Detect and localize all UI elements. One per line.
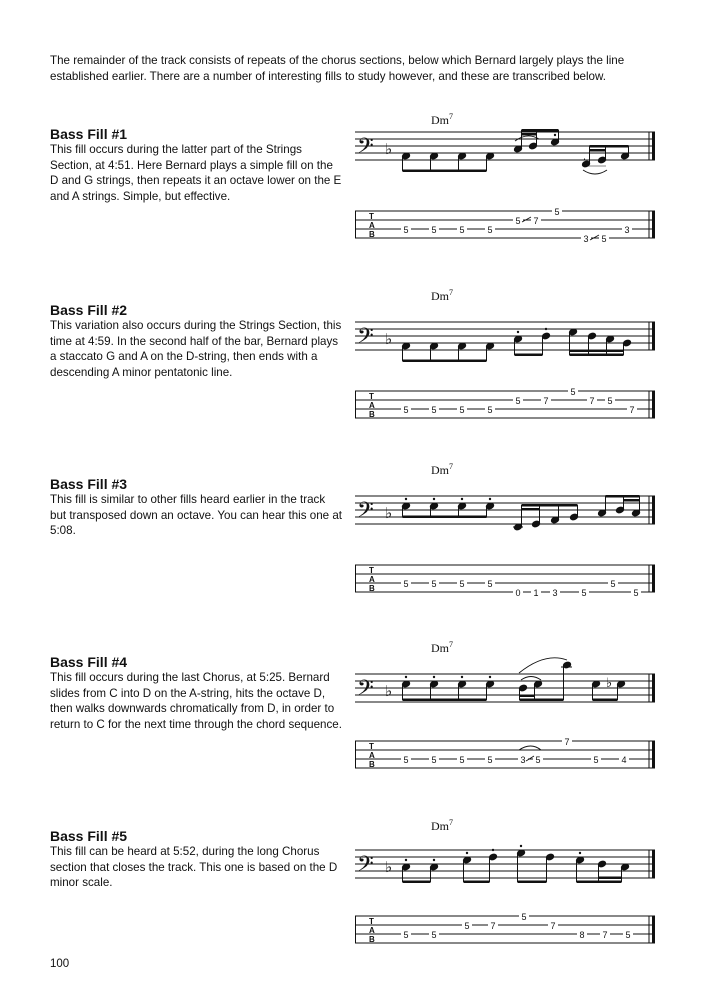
svg-text:5: 5: [459, 405, 465, 415]
svg-text:♭: ♭: [385, 682, 393, 700]
chord-root: Dm: [431, 463, 449, 477]
svg-text:5: 5: [431, 579, 437, 589]
bass-fill-2: [0, 288, 706, 467]
svg-text:A: A: [369, 575, 375, 584]
svg-text:B: B: [369, 230, 375, 239]
intro-paragraph: The remainder of the track consists of repeats of the chorus sections, below which Bernard largely plays the line established earlier. There are a number of interesting fills to study however, and these are transcribed below.: [50, 54, 625, 83]
chord-root: Dm: [431, 289, 449, 303]
chord-symbol: [431, 110, 453, 127]
svg-text:4: 4: [621, 755, 627, 765]
chord-extension: 7: [449, 640, 453, 649]
svg-text:8: 8: [579, 930, 585, 940]
svg-text:5: 5: [459, 579, 465, 589]
chord-root: Dm: [431, 113, 449, 127]
svg-text:5: 5: [633, 588, 639, 598]
svg-text:7: 7: [629, 405, 635, 415]
bass-fill-3: [0, 462, 706, 641]
svg-text:5: 5: [431, 930, 437, 940]
svg-text:7: 7: [564, 737, 570, 747]
notation-score: [355, 492, 660, 597]
svg-text:7: 7: [490, 921, 496, 931]
chord-symbol: [431, 638, 453, 655]
fill-description: This fill occurs during the last Chorus, at 5:25. Bernard slides from C into D on the A-string, hits the octave D, then walks downwards chromatically from D, in order to return to C for the next time through the chord sequence.: [50, 671, 342, 731]
svg-text:5: 5: [403, 225, 409, 235]
svg-text:5: 5: [403, 930, 409, 940]
svg-text:T: T: [369, 917, 374, 926]
svg-text:7: 7: [589, 396, 595, 406]
bass-fill-4: [0, 640, 706, 819]
svg-text:A: A: [369, 926, 375, 935]
chord-extension: 7: [449, 288, 453, 297]
chord-root: Dm: [431, 819, 449, 833]
fill-title: Bass Fill #2: [50, 302, 128, 318]
svg-text:5: 5: [570, 387, 576, 397]
svg-text:5: 5: [515, 396, 521, 406]
svg-text:5: 5: [431, 755, 437, 765]
page-number: 100: [50, 958, 70, 970]
fill-description: This fill is similar to other fills heard earlier in the track but transposed down an octave. You can hear this one at 5:08.: [50, 493, 342, 537]
svg-text:B: B: [369, 410, 375, 419]
svg-text:T: T: [369, 742, 374, 751]
svg-text:5: 5: [515, 216, 521, 226]
chord-extension: 7: [449, 112, 453, 121]
svg-text:7: 7: [533, 216, 539, 226]
svg-text:5: 5: [593, 755, 599, 765]
chord-symbol: [431, 286, 453, 303]
svg-text:5: 5: [459, 225, 465, 235]
svg-text:7: 7: [602, 930, 608, 940]
svg-text:♭: ♭: [385, 504, 393, 522]
fill-description: This fill can be heard at 5:52, during the long Chorus section that closes the track. This one is based on the D minor scale.: [50, 845, 338, 889]
svg-text:𝄢: 𝄢: [357, 852, 374, 882]
svg-text:A: A: [369, 221, 375, 230]
chord-symbol: [431, 816, 453, 833]
svg-text:♭: ♭: [385, 140, 393, 158]
svg-text:3: 3: [520, 755, 526, 765]
chord-extension: 7: [449, 462, 453, 471]
fill-title: Bass Fill #1: [50, 126, 128, 142]
bass-fill-1: [0, 112, 706, 291]
svg-text:3: 3: [583, 234, 589, 244]
svg-text:𝄢: 𝄢: [357, 676, 374, 706]
fill-title: Bass Fill #4: [50, 654, 128, 670]
chord-extension: 7: [449, 818, 453, 827]
notation-score: [355, 670, 660, 775]
svg-text:5: 5: [487, 755, 493, 765]
svg-text:♭: ♭: [606, 676, 613, 691]
svg-text:T: T: [369, 212, 374, 221]
svg-text:A: A: [369, 751, 375, 760]
svg-text:0: 0: [515, 588, 521, 598]
svg-text:5: 5: [403, 405, 409, 415]
svg-text:5: 5: [610, 579, 616, 589]
svg-text:♭: ♭: [385, 858, 393, 876]
svg-text:T: T: [369, 392, 374, 401]
svg-text:3: 3: [552, 588, 558, 598]
svg-text:5: 5: [607, 396, 613, 406]
fill-title: Bass Fill #3: [50, 476, 128, 492]
svg-text:5: 5: [487, 225, 493, 235]
svg-text:5: 5: [459, 755, 465, 765]
svg-text:𝄢: 𝄢: [357, 134, 374, 164]
svg-text:5: 5: [431, 225, 437, 235]
fill-description: This fill occurs during the latter part of the Strings Section, at 4:51. Here Bernard plays a simple fill on the D and G strings, then repeats it an octave lower on the E and A strings. Simple, but effective.: [50, 143, 342, 203]
notation-score: [355, 318, 660, 423]
svg-text:𝄢: 𝄢: [357, 498, 374, 528]
svg-text:5: 5: [487, 405, 493, 415]
svg-text:3: 3: [624, 225, 630, 235]
bass-fill-5: [0, 818, 706, 993]
svg-text:5: 5: [554, 207, 560, 217]
svg-text:1: 1: [533, 588, 539, 598]
svg-text:5: 5: [487, 579, 493, 589]
notation-score: [355, 126, 660, 244]
svg-text:5: 5: [403, 579, 409, 589]
fill-description: This variation also occurs during the Strings Section, this time at 4:59. In the second half of the bar, Bernard plays a staccato G and A on the D-string, then ends with a descending A minor pentatonic line.: [50, 319, 342, 379]
svg-text:5: 5: [521, 912, 527, 922]
svg-text:T: T: [369, 566, 374, 575]
svg-text:♭: ♭: [385, 330, 393, 348]
svg-text:B: B: [369, 584, 375, 593]
svg-text:A: A: [369, 401, 375, 410]
chord-symbol: [431, 460, 453, 477]
svg-text:5: 5: [464, 921, 470, 931]
svg-text:5: 5: [581, 588, 587, 598]
notation-score: [355, 846, 660, 951]
svg-text:7: 7: [550, 921, 556, 931]
fill-title: Bass Fill #5: [50, 828, 128, 844]
svg-text:B: B: [369, 935, 375, 944]
svg-text:5: 5: [431, 405, 437, 415]
svg-text:𝄢: 𝄢: [357, 324, 374, 354]
svg-text:5: 5: [625, 930, 631, 940]
svg-text:5: 5: [535, 755, 541, 765]
svg-text:5: 5: [601, 234, 607, 244]
svg-text:7: 7: [543, 396, 549, 406]
svg-text:5: 5: [403, 755, 409, 765]
chord-root: Dm: [431, 641, 449, 655]
svg-text:B: B: [369, 760, 375, 769]
